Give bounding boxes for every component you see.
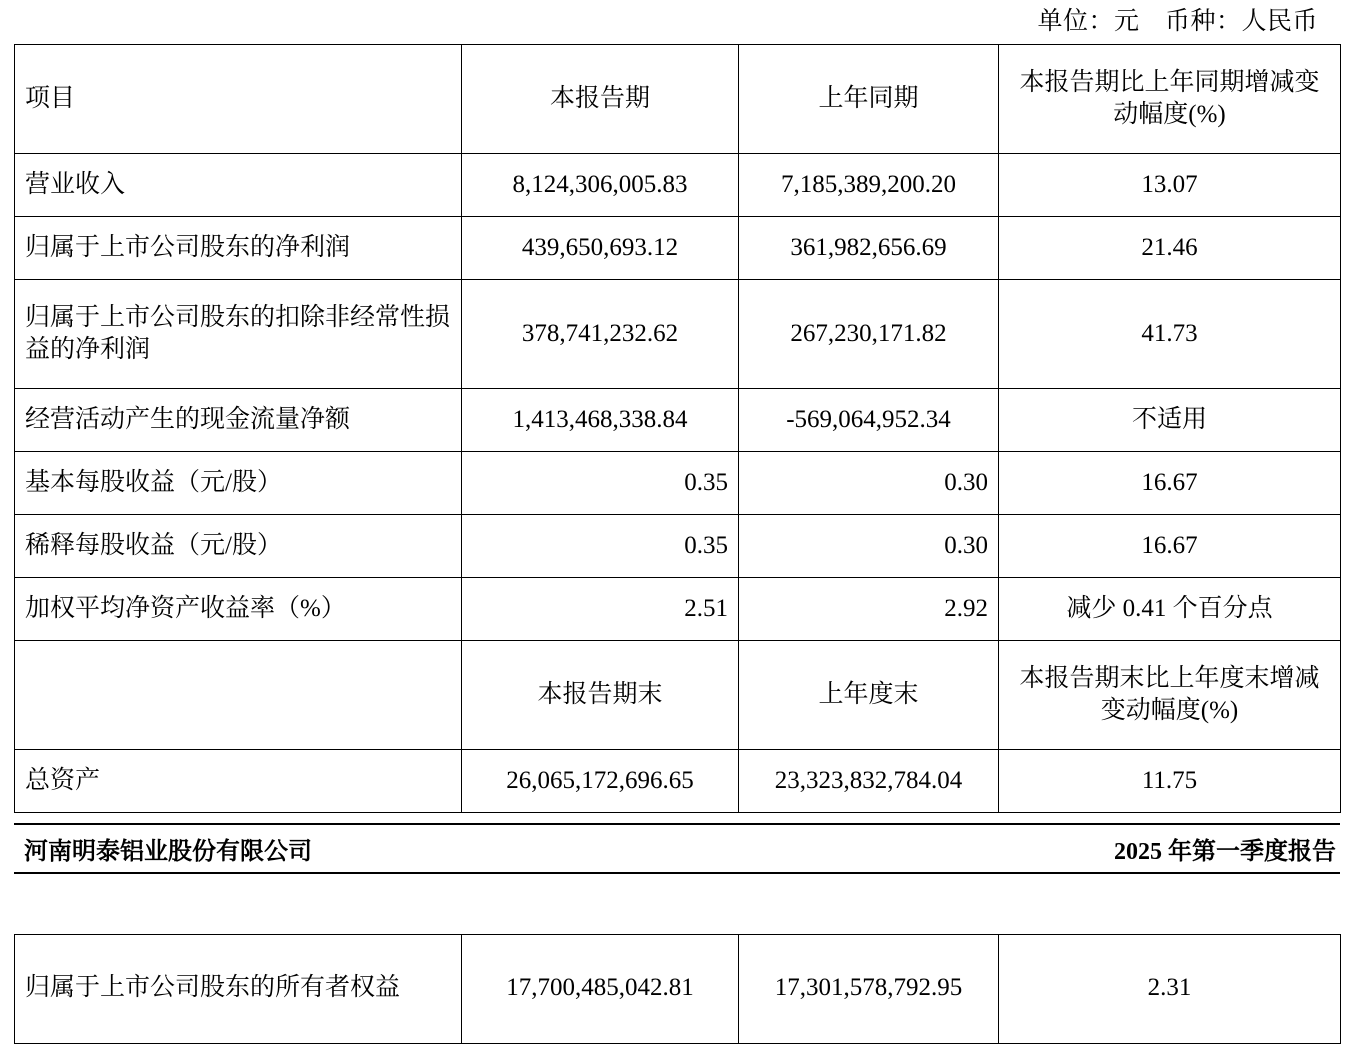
footer-company-name: 河南明泰铝业股份有限公司 bbox=[24, 838, 312, 865]
row-label: 基本每股收益（元/股） bbox=[15, 451, 462, 514]
row-label: 稀释每股收益（元/股） bbox=[15, 514, 462, 577]
row-label: 经营活动产生的现金流量净额 bbox=[15, 388, 462, 451]
row-label: 归属于上市公司股东的净利润 bbox=[15, 216, 462, 279]
table-row bbox=[15, 216, 1341, 279]
footer-divider-bottom bbox=[14, 872, 1340, 874]
row-previous: 0.30 bbox=[739, 514, 999, 577]
row-label: 加权平均净资产收益率（%） bbox=[15, 577, 462, 640]
row-previous: 2.92 bbox=[739, 577, 999, 640]
table-row bbox=[15, 577, 1341, 640]
row-label: 总资产 bbox=[15, 749, 462, 812]
row-change: 11.75 bbox=[999, 749, 1341, 812]
row-previous: -569,064,952.34 bbox=[739, 388, 999, 451]
subheader-empty bbox=[15, 640, 462, 749]
row-current: 0.35 bbox=[462, 514, 739, 577]
row-current: 0.35 bbox=[462, 451, 739, 514]
row-change: 不适用 bbox=[999, 388, 1341, 451]
row-current: 2.51 bbox=[462, 577, 739, 640]
row-change: 13.07 bbox=[999, 153, 1341, 216]
row-current: 8,124,306,005.83 bbox=[462, 153, 739, 216]
row-label: 归属于上市公司股东的扣除非经常性损益的净利润 bbox=[15, 279, 462, 388]
table-row bbox=[15, 934, 1341, 1043]
subheader-current-period-end: 本报告期末 bbox=[462, 640, 739, 749]
row-label: 营业收入 bbox=[15, 153, 462, 216]
row-previous: 23,323,832,784.04 bbox=[739, 749, 999, 812]
table-subheader-row bbox=[15, 640, 1341, 749]
row-previous: 0.30 bbox=[739, 451, 999, 514]
row-change: 21.46 bbox=[999, 216, 1341, 279]
unit-currency-note: 单位：元 币种：人民币 bbox=[1037, 8, 1318, 35]
main-financial-table bbox=[14, 44, 1341, 813]
footer-report-title: 2025 年第一季度报告 bbox=[1114, 838, 1336, 865]
row-change: 16.67 bbox=[999, 514, 1341, 577]
table-row bbox=[15, 153, 1341, 216]
row-previous: 17,301,578,792.95 bbox=[739, 934, 999, 1043]
header-change-pct: 本报告期比上年同期增减变动幅度(%) bbox=[999, 44, 1341, 153]
table-row bbox=[15, 514, 1341, 577]
row-change: 2.31 bbox=[999, 934, 1341, 1043]
table-row bbox=[15, 388, 1341, 451]
row-current: 17,700,485,042.81 bbox=[462, 934, 739, 1043]
header-current-period: 本报告期 bbox=[462, 44, 739, 153]
continued-financial-table bbox=[14, 934, 1341, 1044]
row-label: 归属于上市公司股东的所有者权益 bbox=[15, 934, 462, 1043]
row-previous: 361,982,656.69 bbox=[739, 216, 999, 279]
header-item: 项目 bbox=[15, 44, 462, 153]
row-change: 16.67 bbox=[999, 451, 1341, 514]
row-previous: 7,185,389,200.20 bbox=[739, 153, 999, 216]
row-current: 378,741,232.62 bbox=[462, 279, 739, 388]
row-change: 减少 0.41 个百分点 bbox=[999, 577, 1341, 640]
row-current: 26,065,172,696.65 bbox=[462, 749, 739, 812]
table-row bbox=[15, 451, 1341, 514]
page-footer bbox=[14, 823, 1340, 874]
table-row bbox=[15, 749, 1341, 812]
subheader-previous-year-end: 上年度末 bbox=[739, 640, 999, 749]
row-current: 1,413,468,338.84 bbox=[462, 388, 739, 451]
table-header-row bbox=[15, 44, 1341, 153]
header-previous-period: 上年同期 bbox=[739, 44, 999, 153]
subheader-change-pct: 本报告期末比上年度末增减变动幅度(%) bbox=[999, 640, 1341, 749]
row-previous: 267,230,171.82 bbox=[739, 279, 999, 388]
row-change: 41.73 bbox=[999, 279, 1341, 388]
row-current: 439,650,693.12 bbox=[462, 216, 739, 279]
table-row bbox=[15, 279, 1341, 388]
